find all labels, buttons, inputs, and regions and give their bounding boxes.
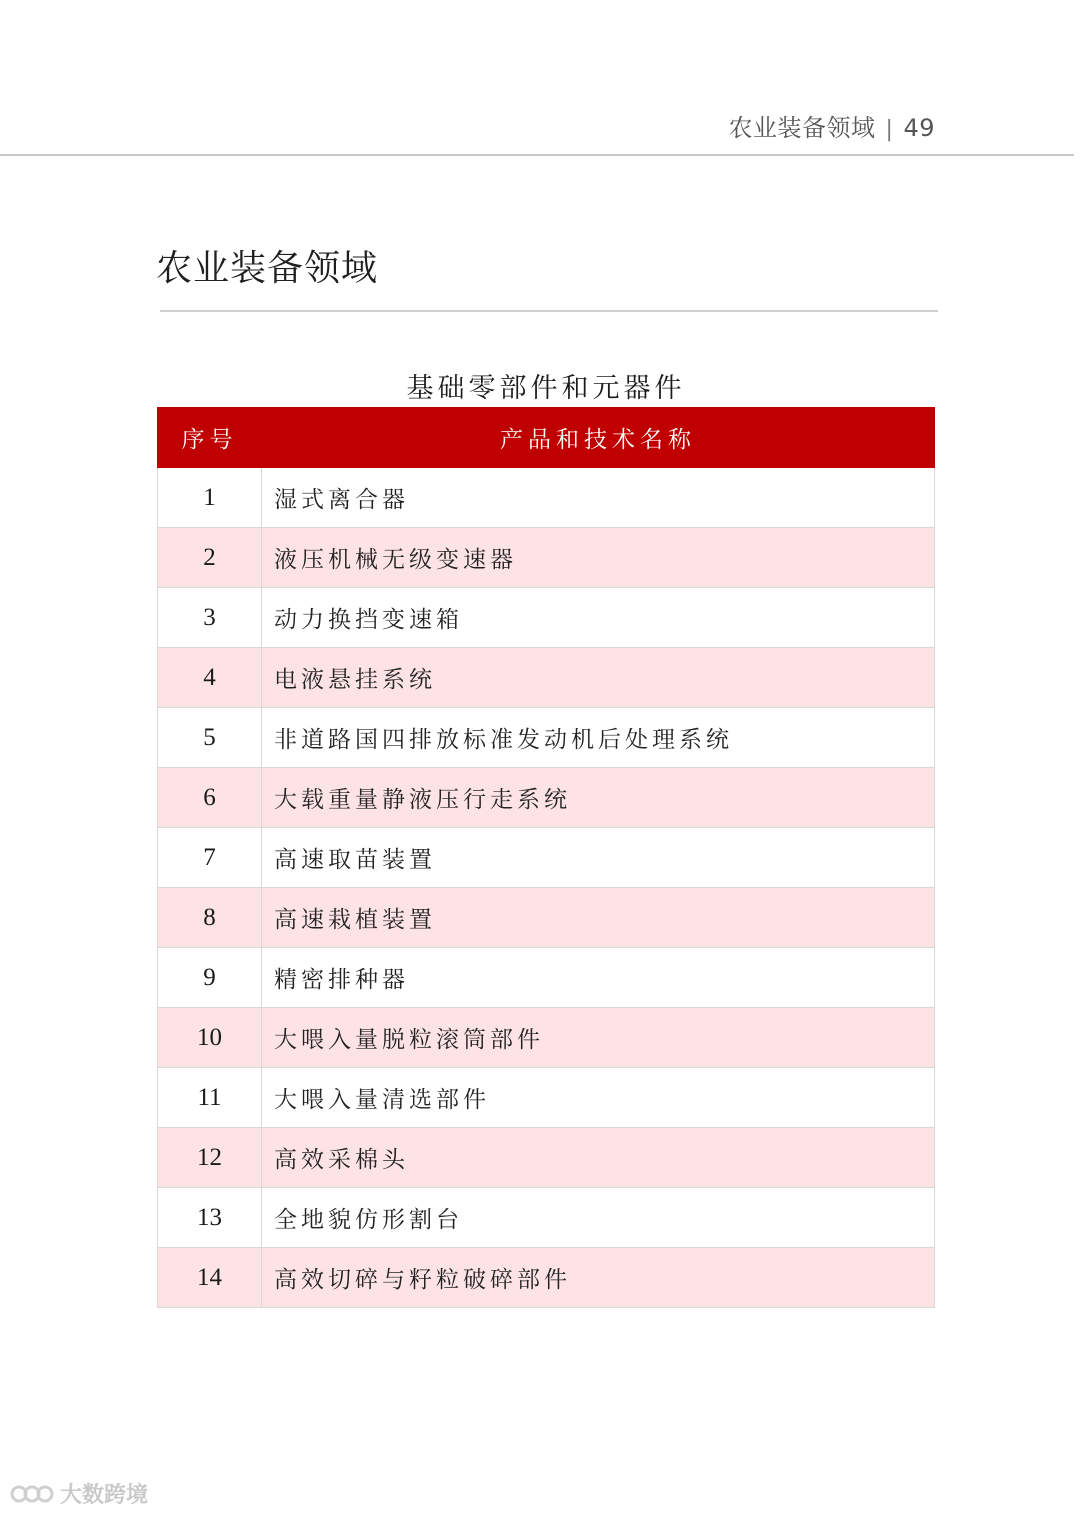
row-product-name: 全地貌仿形割台 (262, 1188, 935, 1248)
table-row (158, 888, 935, 948)
components-table (157, 407, 935, 1308)
row-number: 8 (158, 888, 262, 948)
row-product-name: 高效切碎与籽粒破碎部件 (262, 1248, 935, 1308)
table-row (158, 528, 935, 588)
header-number: 序号 (158, 408, 262, 468)
table-row (158, 708, 935, 768)
row-product-name: 精密排种器 (262, 948, 935, 1008)
row-product-name: 动力换挡变速箱 (262, 588, 935, 648)
row-number: 5 (158, 708, 262, 768)
section-title: 农业装备领域 (156, 248, 379, 289)
row-number: 10 (158, 1008, 262, 1068)
table-row (158, 948, 935, 1008)
row-number: 4 (158, 648, 262, 708)
row-product-name: 液压机械无级变速器 (262, 528, 935, 588)
running-header (729, 108, 935, 143)
row-product-name: 高效采棉头 (262, 1128, 935, 1188)
row-number: 7 (158, 828, 262, 888)
running-header-section: 农业装备领域 (728, 114, 876, 142)
table-row (158, 1068, 935, 1128)
row-number: 12 (158, 1128, 262, 1188)
section-divider (160, 310, 938, 312)
row-number: 3 (158, 588, 262, 648)
row-number: 6 (158, 768, 262, 828)
row-number: 9 (158, 948, 262, 1008)
watermark-text: 大数跨境 (60, 1483, 149, 1508)
table-row (158, 588, 935, 648)
page-number: 49 (903, 114, 935, 142)
row-product-name: 电液悬挂系统 (262, 648, 935, 708)
row-product-name: 大喂入量脱粒滚筒部件 (262, 1008, 935, 1068)
table-row (158, 768, 935, 828)
row-product-name: 高速取苗装置 (262, 828, 935, 888)
table-row (158, 1248, 935, 1308)
table-body (158, 468, 935, 1308)
table-row (158, 1128, 935, 1188)
table-row (158, 1188, 935, 1248)
brand-logo-icon (10, 1481, 54, 1507)
table-row (158, 648, 935, 708)
table-row (158, 1008, 935, 1068)
table-title: 基础零部件和元器件 (406, 373, 686, 404)
row-product-name: 高速栽植装置 (262, 888, 935, 948)
row-number: 1 (158, 468, 262, 528)
row-product-name: 大载重量静液压行走系统 (262, 768, 935, 828)
watermark (10, 1478, 148, 1509)
row-number: 2 (158, 528, 262, 588)
header-divider (0, 154, 1074, 156)
row-number: 14 (158, 1248, 262, 1308)
row-product-name: 非道路国四排放标准发动机后处理系统 (262, 708, 935, 768)
row-number: 13 (158, 1188, 262, 1248)
running-header-separator: | (885, 117, 894, 142)
table-row (158, 468, 935, 528)
row-product-name: 湿式离合器 (262, 468, 935, 528)
table-row (158, 828, 935, 888)
header-name: 产品和技术名称 (262, 408, 935, 468)
table-header-row (158, 408, 935, 468)
row-product-name: 大喂入量清选部件 (262, 1068, 935, 1128)
row-number: 11 (158, 1068, 262, 1128)
